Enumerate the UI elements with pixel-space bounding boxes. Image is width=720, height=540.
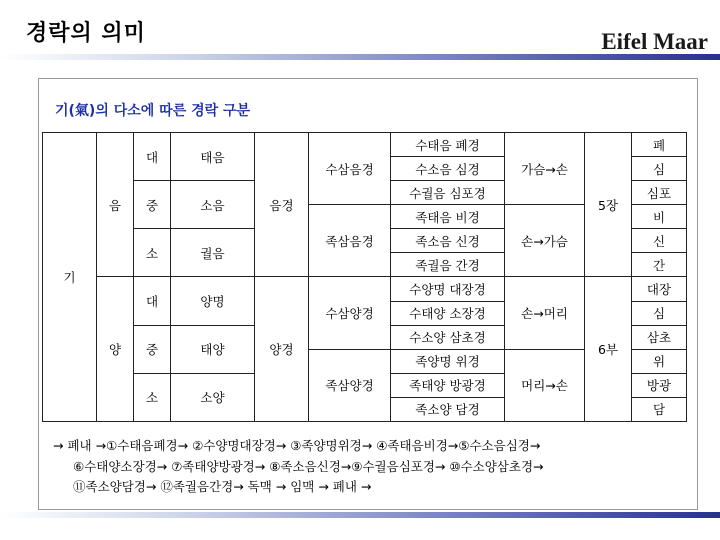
yang-level-label: 중	[134, 325, 171, 373]
eum-level-name: 태음	[171, 133, 255, 181]
meridian-item: 수소양 삼초경	[391, 325, 505, 349]
flow-direction: 머리→손	[505, 349, 585, 421]
eum-level-name: 궐음	[171, 229, 255, 277]
meridian-item: 족태음 비경	[391, 205, 505, 229]
organ-cell: 심	[632, 301, 687, 325]
meridian-item: 족궐음 간경	[391, 253, 505, 277]
eum-level-label: 소	[134, 229, 171, 277]
organ-cell: 비	[632, 205, 687, 229]
meridian-item: 수궐음 심포경	[391, 181, 505, 205]
meridian-group-name: 족삼음경	[309, 205, 391, 277]
yang-level-name: 소양	[171, 373, 255, 421]
meridian-group-name: 수삼양경	[309, 277, 391, 349]
organ-cell: 심	[632, 157, 687, 181]
organ-cell: 삼초	[632, 325, 687, 349]
meridian-item: 수양명 대장경	[391, 277, 505, 301]
meridian-group-name: 족삼양경	[309, 349, 391, 421]
flow-direction: 손→머리	[505, 277, 585, 349]
note-line: ⑪족소양담경→ ⑫족궐음간경→ 독맥 → 임맥 → 폐내 →	[73, 479, 372, 494]
meridian-item: 수태양 소장경	[391, 301, 505, 325]
page-title: 경락의 의미	[26, 21, 146, 46]
organ-cell: 위	[632, 349, 687, 373]
yang-level-label: 소	[134, 373, 171, 421]
organ-cell: 간	[632, 253, 687, 277]
eum-label: 음	[97, 133, 134, 277]
organ-cell: 방광	[632, 373, 687, 397]
flow-direction: 손→가슴	[505, 205, 585, 277]
organ-group: 6부	[585, 277, 632, 422]
organ-cell: 폐	[632, 133, 687, 157]
meridian-item: 족소양 담경	[391, 397, 505, 421]
yang-meridian: 양경	[255, 277, 309, 422]
flow-direction: 가슴→손	[505, 133, 585, 205]
eum-level-label: 중	[134, 181, 171, 229]
meridian-item: 족양명 위경	[391, 349, 505, 373]
note-line: ⑥수태양소장경→ ⑦족태양방광경→ ⑧족소음신경→⑨수궐음심포경→ ⑩수소양삼초경→	[73, 458, 544, 474]
meridian-group-name: 수삼음경	[309, 133, 391, 205]
organ-group: 5장	[585, 133, 632, 277]
organ-cell: 신	[632, 229, 687, 253]
meridian-item: 수태음 폐경	[391, 133, 505, 157]
yang-level-label: 대	[134, 277, 171, 325]
eum-level-name: 소음	[171, 181, 255, 229]
section-subtitle: 기(氣)의 다소에 따른 경락 구분	[55, 103, 251, 119]
footer-divider-bar	[0, 512, 720, 518]
yang-label: 양	[97, 277, 134, 422]
eum-meridian: 음경	[255, 133, 309, 277]
meridian-item: 수소음 심경	[391, 157, 505, 181]
yang-level-name: 양명	[171, 277, 255, 325]
organ-cell: 담	[632, 397, 687, 421]
meridian-item: 족태양 방광경	[391, 373, 505, 397]
meridian-classification-table	[42, 132, 687, 422]
eum-level-label: 대	[134, 133, 171, 181]
meridian-item: 족소음 신경	[391, 229, 505, 253]
organ-cell: 대장	[632, 277, 687, 301]
circulation-notes	[53, 436, 544, 498]
brand-logo-text: Eifel Maar	[601, 29, 708, 54]
organ-cell: 심포	[632, 181, 687, 205]
gi-cell: 기	[43, 133, 97, 422]
header-divider-bar	[0, 54, 720, 60]
yang-level-name: 태양	[171, 325, 255, 373]
note-line: → 폐내 →①수태음폐경→ ②수양명대장경→ ③족양명위경→ ④족태음비경→⑤수소음심경→	[53, 438, 541, 453]
